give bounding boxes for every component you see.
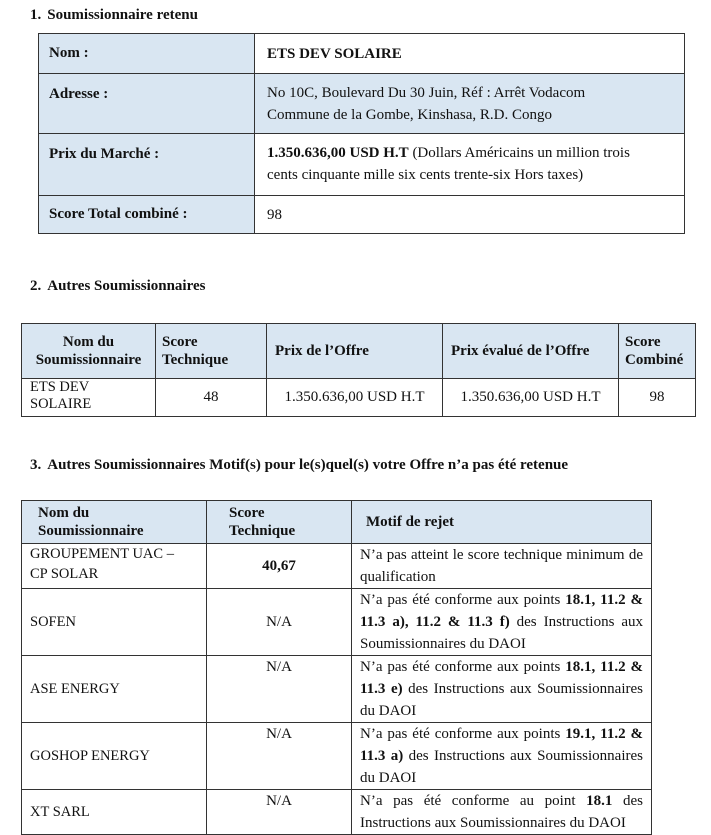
address-line-1: No 10C, Boulevard Du 30 Juin, Réf : Arrêt Vodacom — [267, 85, 586, 101]
col-header-name: Nom du Soumissionnaire — [22, 501, 207, 544]
table-row — [39, 196, 685, 234]
table-row — [22, 656, 652, 723]
rejected-bidders-table — [21, 500, 652, 835]
bidder-name: ETS DEV SOLAIRE — [22, 379, 156, 417]
table-header-row — [22, 324, 696, 379]
rejection-reason: N’a pas été conforme aux points 18.1, 11.2 & 11.3 e) des Instructions aux Soumissionnaires du DAOI — [352, 656, 652, 723]
rejection-reason: N’a pas été conforme aux points 19.1, 11.2 & 11.3 a) des Instructions aux Soumissionnaires du DAOI — [352, 723, 652, 790]
table-row — [39, 74, 685, 134]
bidder-price: 1.350.636,00 USD H.T — [267, 379, 443, 417]
section-2-number: 2. — [30, 278, 42, 294]
section-3-heading — [30, 457, 568, 474]
section-3-title: Autres Soumissionnaires Motif(s) pour le(s)quel(s) votre Offre n’a pas été retenue — [47, 457, 569, 473]
price-amount: 1.350.636,00 USD H.T — [267, 145, 409, 161]
table-row — [22, 544, 652, 589]
price-value — [255, 134, 685, 196]
bidder-name: GROUPEMENT UAC – CP SOLAR — [22, 544, 207, 589]
table-row — [22, 790, 652, 835]
address-label: Adresse : — [39, 74, 255, 134]
total-score-label: Score Total combiné : — [39, 196, 255, 234]
name-value: ETS DEV SOLAIRE — [255, 34, 685, 74]
bidder-technical-score: N/A — [207, 723, 352, 790]
price-words-1: (Dollars Américains un million trois — [408, 145, 630, 161]
table-row — [39, 134, 685, 196]
rejection-reason: N’a pas été conforme au point 18.1 des Instructions aux Soumissionnaires du DAOI — [352, 790, 652, 835]
section-2-heading — [30, 278, 205, 295]
address-line-2: Commune de la Gombe, Kinshasa, R.D. Congo — [267, 107, 552, 123]
bidder-technical-score: N/A — [207, 589, 352, 656]
address-value — [255, 74, 685, 134]
table-row — [22, 723, 652, 790]
bidder-name: ASE ENERGY — [22, 656, 207, 723]
bidder-technical-score: 48 — [156, 379, 267, 417]
bidder-technical-score: 40,67 — [207, 544, 352, 589]
bidder-technical-score: N/A — [207, 790, 352, 835]
bidder-evaluated-price: 1.350.636,00 USD H.T — [443, 379, 619, 417]
section-3-number: 3. — [30, 457, 42, 473]
price-words-2: cents cinquante mille six cents trente-six Hors taxes) — [267, 167, 584, 183]
table-header-row — [22, 501, 652, 544]
section-1-title: Soumissionnaire retenu — [47, 7, 198, 23]
bidder-technical-score: N/A — [207, 656, 352, 723]
col-header-name: Nom du Soumissionnaire — [22, 324, 156, 379]
section-1-number: 1. — [30, 7, 42, 23]
table-row — [39, 34, 685, 74]
col-header-price: Prix de l’Offre — [267, 324, 443, 379]
rejection-reason: N’a pas été conforme aux points 18.1, 11.2 & 11.3 a), 11.2 & 11.3 f) des Instructions aux Soumissionnaires du DAOI — [352, 589, 652, 656]
table-row — [22, 379, 696, 417]
section-1-heading — [30, 7, 198, 24]
col-header-score: Score Technique — [156, 324, 267, 379]
winning-bidder-table — [38, 33, 685, 234]
col-header-score: Score Technique — [207, 501, 352, 544]
bidder-name: GOSHOP ENERGY — [22, 723, 207, 790]
table-row — [22, 589, 652, 656]
section-2-title: Autres Soumissionnaires — [47, 278, 206, 294]
col-header-combined-score: Score Combiné — [619, 324, 696, 379]
col-header-evaluated-price: Prix évalué de l’Offre — [443, 324, 619, 379]
price-label: Prix du Marché : — [39, 134, 255, 196]
bidder-name: SOFEN — [22, 589, 207, 656]
col-header-motif: Motif de rejet — [352, 501, 652, 544]
name-label: Nom : — [39, 34, 255, 74]
bidder-combined-score: 98 — [619, 379, 696, 417]
total-score-value: 98 — [255, 196, 685, 234]
rejection-reason: N’a pas atteint le score technique minimum de qualification — [352, 544, 652, 589]
other-bidders-table — [21, 323, 696, 417]
bidder-name: XT SARL — [22, 790, 207, 835]
